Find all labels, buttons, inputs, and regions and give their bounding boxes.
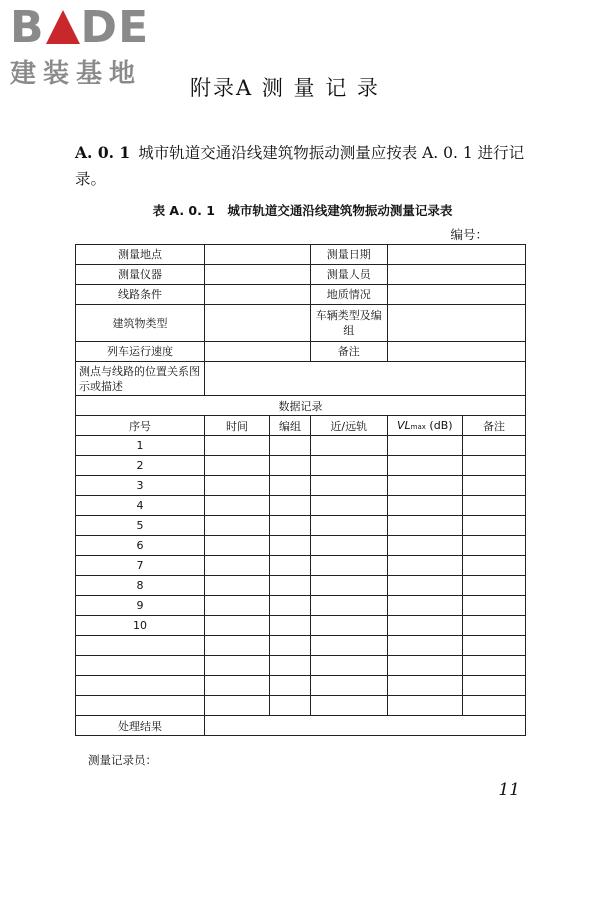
info-value[interactable] <box>387 285 525 305</box>
row-track-cell[interactable] <box>310 496 387 516</box>
row-note-cell[interactable] <box>463 496 526 516</box>
row-time-cell[interactable] <box>205 656 270 676</box>
row-note-cell[interactable] <box>463 636 526 656</box>
location-label: 测点与线路的位置关系图示或描述 <box>76 362 205 396</box>
row-track-cell[interactable] <box>310 516 387 536</box>
row-note-cell[interactable] <box>463 616 526 636</box>
table-row <box>76 596 526 616</box>
col-vl-header <box>387 416 463 436</box>
logo-wordmark <box>10 4 175 52</box>
row-group-cell[interactable] <box>270 556 311 576</box>
table-row <box>76 456 526 476</box>
table-row <box>76 616 526 636</box>
col-time-header: 时间 <box>205 416 270 436</box>
row-time-cell[interactable] <box>205 456 270 476</box>
logo-letter: E <box>118 2 150 53</box>
row-note-cell[interactable] <box>463 436 526 456</box>
vl-subscript: max <box>410 423 426 431</box>
row-vl-cell[interactable] <box>387 676 463 696</box>
col-note-header: 备注 <box>463 416 526 436</box>
table-row <box>76 536 526 556</box>
row-seq: 7 <box>76 556 205 576</box>
info-label: 测量地点 <box>76 245 205 265</box>
row-time-cell[interactable] <box>205 616 270 636</box>
row-group-cell[interactable] <box>270 596 311 616</box>
table-row <box>76 476 526 496</box>
row-group-cell[interactable] <box>270 656 311 676</box>
info-value[interactable] <box>387 265 525 285</box>
row-group-cell[interactable] <box>270 576 311 596</box>
row-group-cell[interactable] <box>270 516 311 536</box>
row-time-cell[interactable] <box>205 696 270 716</box>
row-group-cell[interactable] <box>270 616 311 636</box>
row-time-cell[interactable] <box>205 496 270 516</box>
row-seq: 1 <box>76 436 205 456</box>
row-note-cell[interactable] <box>463 656 526 676</box>
row-vl-cell[interactable] <box>387 436 463 456</box>
row-track-cell[interactable] <box>310 636 387 656</box>
col-seq-header: 序号 <box>76 416 205 436</box>
table-row <box>76 636 526 656</box>
table-caption: 表 A. 0. 1 城市轨道交通沿线建筑物振动测量记录表 <box>152 203 453 218</box>
row-time-cell[interactable] <box>205 596 270 616</box>
info-label: 测量日期 <box>310 245 387 265</box>
row-seq: 9 <box>76 596 205 616</box>
logo-letter: D <box>80 2 119 53</box>
row-vl-cell[interactable] <box>387 536 463 556</box>
result-row <box>76 716 526 736</box>
row-time-cell[interactable] <box>205 476 270 496</box>
appendix-title: 附录A 测 量 记 录 <box>190 76 380 100</box>
row-time-cell[interactable] <box>205 576 270 596</box>
data-section-row <box>76 396 526 416</box>
row-group-cell[interactable] <box>270 456 311 476</box>
row-seq <box>76 656 205 676</box>
row-track-cell[interactable] <box>310 556 387 576</box>
table-row <box>76 516 526 536</box>
row-vl-cell[interactable] <box>387 636 463 656</box>
serial-number-label: 编号： <box>450 227 488 242</box>
row-vl-cell[interactable] <box>387 556 463 576</box>
row-track-cell[interactable] <box>310 656 387 676</box>
row-vl-cell[interactable] <box>387 596 463 616</box>
measurement-record-table <box>75 244 526 736</box>
row-vl-cell[interactable] <box>387 656 463 676</box>
info-value[interactable] <box>387 245 525 265</box>
info-value[interactable] <box>205 245 311 265</box>
row-track-cell[interactable] <box>310 616 387 636</box>
info-row <box>76 305 526 342</box>
row-time-cell[interactable] <box>205 436 270 456</box>
row-seq: 4 <box>76 496 205 516</box>
table-row <box>76 576 526 596</box>
row-vl-cell[interactable] <box>387 476 463 496</box>
info-label: 列车运行速度 <box>76 342 205 362</box>
row-vl-cell[interactable] <box>387 496 463 516</box>
location-cell[interactable] <box>205 362 526 396</box>
logo-tagline: 建装基地 <box>10 59 143 89</box>
info-row <box>76 342 526 362</box>
clause-text: 城市轨道交通沿线建筑物振动测量应按表 A. 0. 1 进行记录。 <box>75 144 525 188</box>
row-seq: 10 <box>76 616 205 636</box>
row-vl-cell[interactable] <box>387 616 463 636</box>
logo-triangle-icon <box>46 10 80 44</box>
info-value[interactable] <box>205 305 311 342</box>
table-row <box>76 656 526 676</box>
row-seq: 8 <box>76 576 205 596</box>
info-value[interactable] <box>205 265 311 285</box>
result-cell[interactable] <box>205 716 526 736</box>
row-note-cell[interactable] <box>463 516 526 536</box>
row-note-cell[interactable] <box>463 456 526 476</box>
row-track-cell[interactable] <box>310 676 387 696</box>
row-group-cell[interactable] <box>270 496 311 516</box>
row-group-cell[interactable] <box>270 436 311 456</box>
info-row <box>76 285 526 305</box>
row-track-cell[interactable] <box>310 476 387 496</box>
row-note-cell[interactable] <box>463 696 526 716</box>
column-header-row <box>76 416 526 436</box>
table-row <box>76 556 526 576</box>
row-track-cell[interactable] <box>310 696 387 716</box>
bade-logo <box>10 4 175 90</box>
recorder-label: 测量记录员： <box>88 753 157 767</box>
info-value[interactable] <box>387 305 525 342</box>
table-row <box>76 496 526 516</box>
info-value[interactable] <box>205 342 311 362</box>
row-track-cell[interactable] <box>310 436 387 456</box>
info-value[interactable] <box>387 342 525 362</box>
info-label: 线路条件 <box>76 285 205 305</box>
row-seq: 6 <box>76 536 205 556</box>
row-seq <box>76 636 205 656</box>
row-seq <box>76 676 205 696</box>
row-time-cell[interactable] <box>205 676 270 696</box>
logo-letter: B <box>10 2 45 53</box>
info-label: 备注 <box>310 342 387 362</box>
row-vl-cell[interactable] <box>387 456 463 476</box>
row-time-cell[interactable] <box>205 556 270 576</box>
row-note-cell[interactable] <box>463 596 526 616</box>
row-group-cell[interactable] <box>270 476 311 496</box>
table-row <box>76 696 526 716</box>
row-note-cell[interactable] <box>463 476 526 496</box>
col-group-header: 编组 <box>270 416 311 436</box>
vl-symbol: VL <box>397 419 411 432</box>
table-row <box>76 676 526 696</box>
row-group-cell[interactable] <box>270 676 311 696</box>
row-note-cell[interactable] <box>463 556 526 576</box>
page-number: 11 <box>498 780 520 800</box>
location-row <box>76 362 526 396</box>
row-vl-cell[interactable] <box>387 576 463 596</box>
row-track-cell[interactable] <box>310 576 387 596</box>
row-note-cell[interactable] <box>463 536 526 556</box>
row-track-cell[interactable] <box>310 596 387 616</box>
row-seq: 5 <box>76 516 205 536</box>
clause-paragraph <box>75 140 530 192</box>
info-label: 建筑物类型 <box>76 305 205 342</box>
result-label: 处理结果 <box>76 716 205 736</box>
row-seq <box>76 696 205 716</box>
row-track-cell[interactable] <box>310 536 387 556</box>
info-label: 车辆类型及编组 <box>310 305 387 342</box>
row-vl-cell[interactable] <box>387 696 463 716</box>
row-group-cell[interactable] <box>270 696 311 716</box>
row-note-cell[interactable] <box>463 576 526 596</box>
row-time-cell[interactable] <box>205 636 270 656</box>
row-note-cell[interactable] <box>463 676 526 696</box>
row-group-cell[interactable] <box>270 536 311 556</box>
info-row <box>76 265 526 285</box>
col-track-header: 近/远轨 <box>310 416 387 436</box>
info-label: 测量人员 <box>310 265 387 285</box>
data-section-label: 数据记录 <box>76 396 526 416</box>
info-label: 地质情况 <box>310 285 387 305</box>
row-time-cell[interactable] <box>205 516 270 536</box>
row-time-cell[interactable] <box>205 536 270 556</box>
row-group-cell[interactable] <box>270 636 311 656</box>
info-value[interactable] <box>205 285 311 305</box>
vl-unit: (dB) <box>425 419 453 432</box>
row-vl-cell[interactable] <box>387 516 463 536</box>
clause-number: A. 0. 1 <box>75 143 131 162</box>
table-row <box>76 436 526 456</box>
info-row <box>76 245 526 265</box>
row-seq: 2 <box>76 456 205 476</box>
row-track-cell[interactable] <box>310 456 387 476</box>
row-seq: 3 <box>76 476 205 496</box>
info-label: 测量仪器 <box>76 265 205 285</box>
